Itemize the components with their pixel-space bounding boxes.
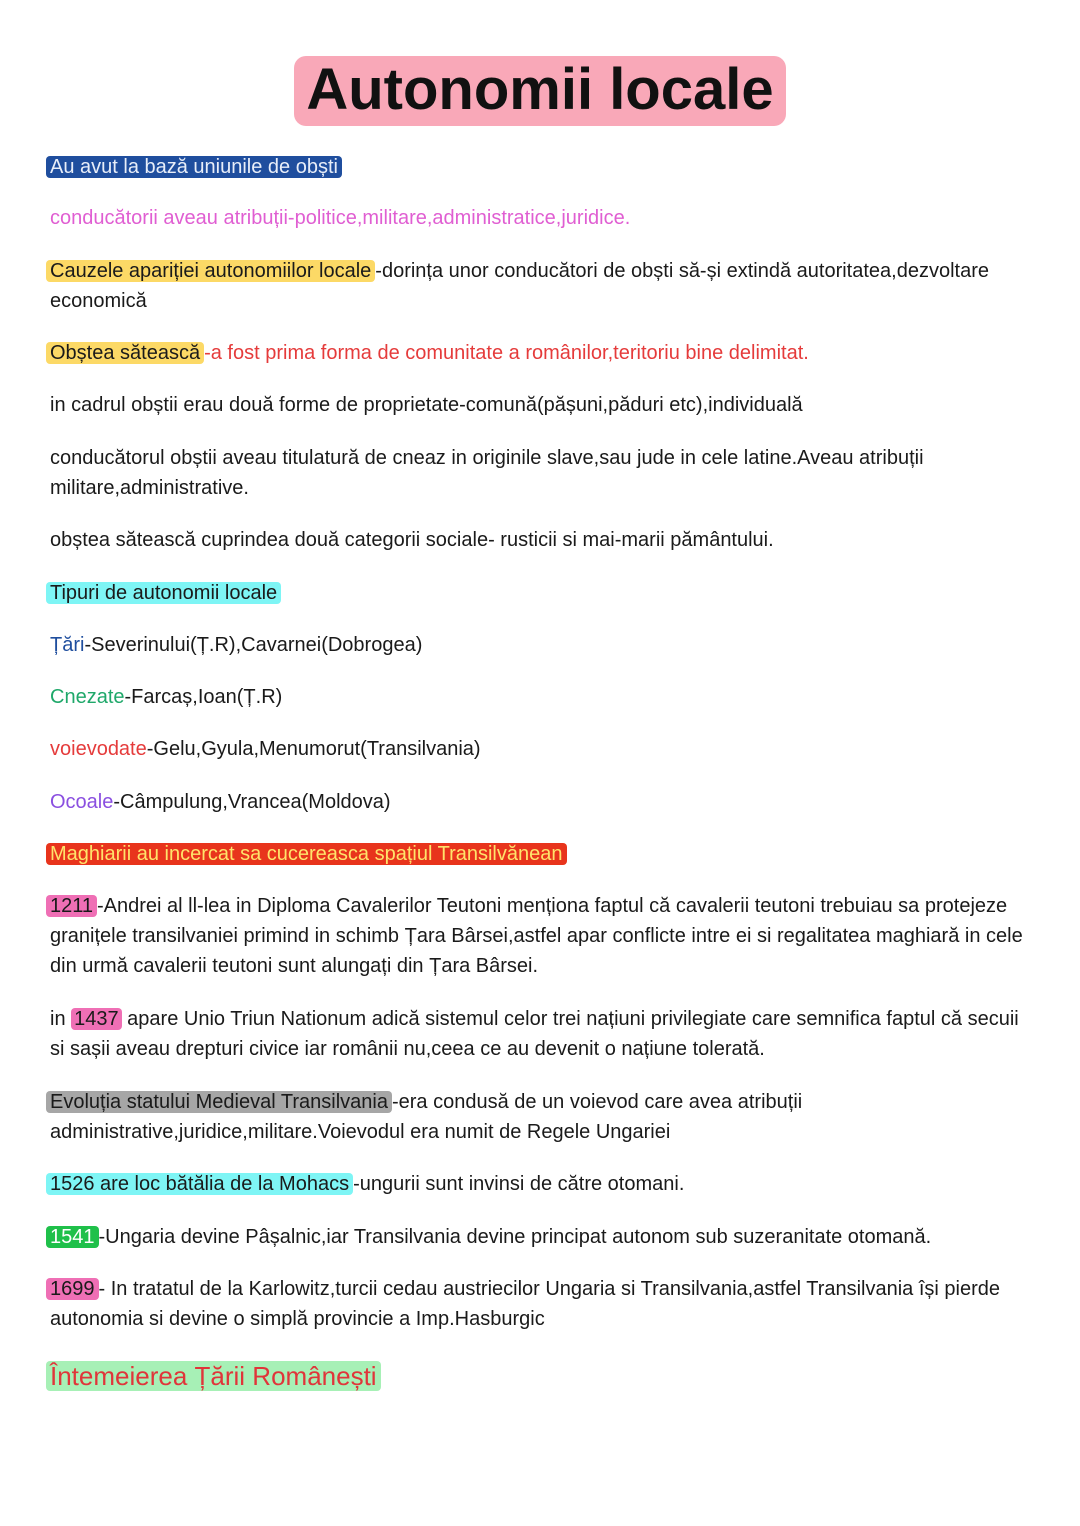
- page-title: Autonomii locale: [294, 56, 785, 126]
- line-categorii: obștea sătească cuprindea două categorii sociale- rusticii si mai-marii pământului.: [50, 529, 774, 551]
- heading-intemeierea: [50, 1359, 1025, 1393]
- voievodate-label: voievodate: [50, 738, 147, 760]
- line-1541: [50, 1222, 1025, 1252]
- line-obstea: [50, 338, 1025, 368]
- text-1699: - In tratatul de la Karlowitz,turcii cedau austriecilor Ungaria si Transilvania,astfel Transilvania își pierde autonomia si devine o simplă provincie a Imp.Hasburgic: [50, 1278, 1001, 1330]
- line-maghiarii: [50, 839, 1025, 869]
- highlight-intemeierea: Întemeierea Țării Românești: [46, 1361, 381, 1391]
- paragraph-evolutia: [50, 1087, 1025, 1147]
- highlight-obstea: Obștea sătească: [46, 342, 204, 364]
- highlight-uniuni: Au avut la bază uniunile de obști: [46, 156, 342, 178]
- prefix-in: in: [50, 1008, 72, 1030]
- highlight-cauze: Cauzele apariției autonomiilor locale: [46, 260, 375, 282]
- line-mohacs: [50, 1169, 1025, 1199]
- year-1437: 1437: [71, 1008, 122, 1030]
- line-proprietate: in cadrul obștii erau două forme de proprietate-comună(pășuni,păduri etc),individuală: [50, 394, 803, 416]
- obstea-text: -a fost prima forma de comunitate a românilor,teritoriu bine delimitat.: [204, 342, 809, 364]
- voievodate-text: -Gelu,Gyula,Menumorut(Transilvania): [146, 738, 481, 760]
- line-ocoale: [50, 787, 1025, 817]
- year-1699: 1699: [46, 1278, 99, 1300]
- title-wrapper: [0, 56, 1080, 126]
- line-atributii: conducătorii aveau atribuții-politice,militare,administratice,juridice.: [50, 207, 631, 229]
- text-1437: apare Unio Triun Nationum adică sistemul celor trei națiuni privilegiate care semnifica faptul că secuii si sașii aveau drepturi civice iar românii nu,ceea ce au devenit o națiune tolerată.: [50, 1008, 1019, 1060]
- paragraph-1211: [50, 891, 1025, 981]
- tari-text: -Severinului(Ț.R),Cavarnei(Dobrogea): [84, 634, 423, 656]
- paragraph-1699: [50, 1274, 1025, 1334]
- paragraph-conducatorul: conducătorul obștii aveau titulatură de cneaz in originile slave,sau jude in cele latine.Aveau atribuții militare,administrative.: [50, 447, 924, 499]
- cnezate-label: Cnezate: [50, 686, 125, 708]
- text-1541: -Ungaria devine Pâșalnic,iar Transilvania devine principat autonom sub suzeranitate otomană.: [98, 1226, 932, 1248]
- highlight-maghiarii: Maghiarii au incercat sa cucereasca spațiul Transilvănean: [46, 843, 567, 865]
- line-voievodate: [50, 734, 1025, 764]
- line-tari: [50, 630, 1025, 660]
- paragraph-cauze: [50, 256, 1025, 316]
- mohacs-text: -ungurii sunt invinsi de către otomani.: [353, 1173, 685, 1195]
- cauze-text: -dorința unor conducători de obști să-și extindă autoritatea,dezvoltare economică: [50, 260, 989, 312]
- evolutia-text: -era condusă de un voievod care avea atribuții administrative,juridice,militare.Voievodul era numit de Regele Ungariei: [50, 1091, 803, 1143]
- line-uniuni: [50, 152, 1025, 182]
- tari-label: Țări: [50, 634, 85, 656]
- line-cnezate: [50, 682, 1025, 712]
- highlight-evolutia: Evoluția statului Medieval Transilvania: [46, 1091, 392, 1113]
- paragraph-1437: [50, 1004, 1025, 1064]
- highlight-tipuri: Tipuri de autonomii locale: [46, 582, 281, 604]
- cnezate-text: -Farcaș,Ioan(Ț.R): [124, 686, 283, 708]
- year-1541: 1541: [46, 1226, 99, 1248]
- year-1211: 1211: [46, 895, 97, 917]
- highlight-mohacs: 1526 are loc bătălia de la Mohacs: [46, 1173, 353, 1195]
- line-tipuri: [50, 578, 1025, 608]
- ocoale-label: Ocoale: [50, 791, 114, 813]
- text-1211: -Andrei al ll-lea in Diploma Cavalerilor Teutoni menționa faptul că cavalerii teutoni trebuiau sa protejeze granițele transilvaniei primind in schimb Țara Bârsei,astfel apar conflicte intre ei si regalitatea maghiară in cele din urmă cavalerii teutoni sunt alungați din Țara Bârsei.: [50, 895, 1023, 977]
- ocoale-text: -Câmpulung,Vrancea(Moldova): [113, 791, 391, 813]
